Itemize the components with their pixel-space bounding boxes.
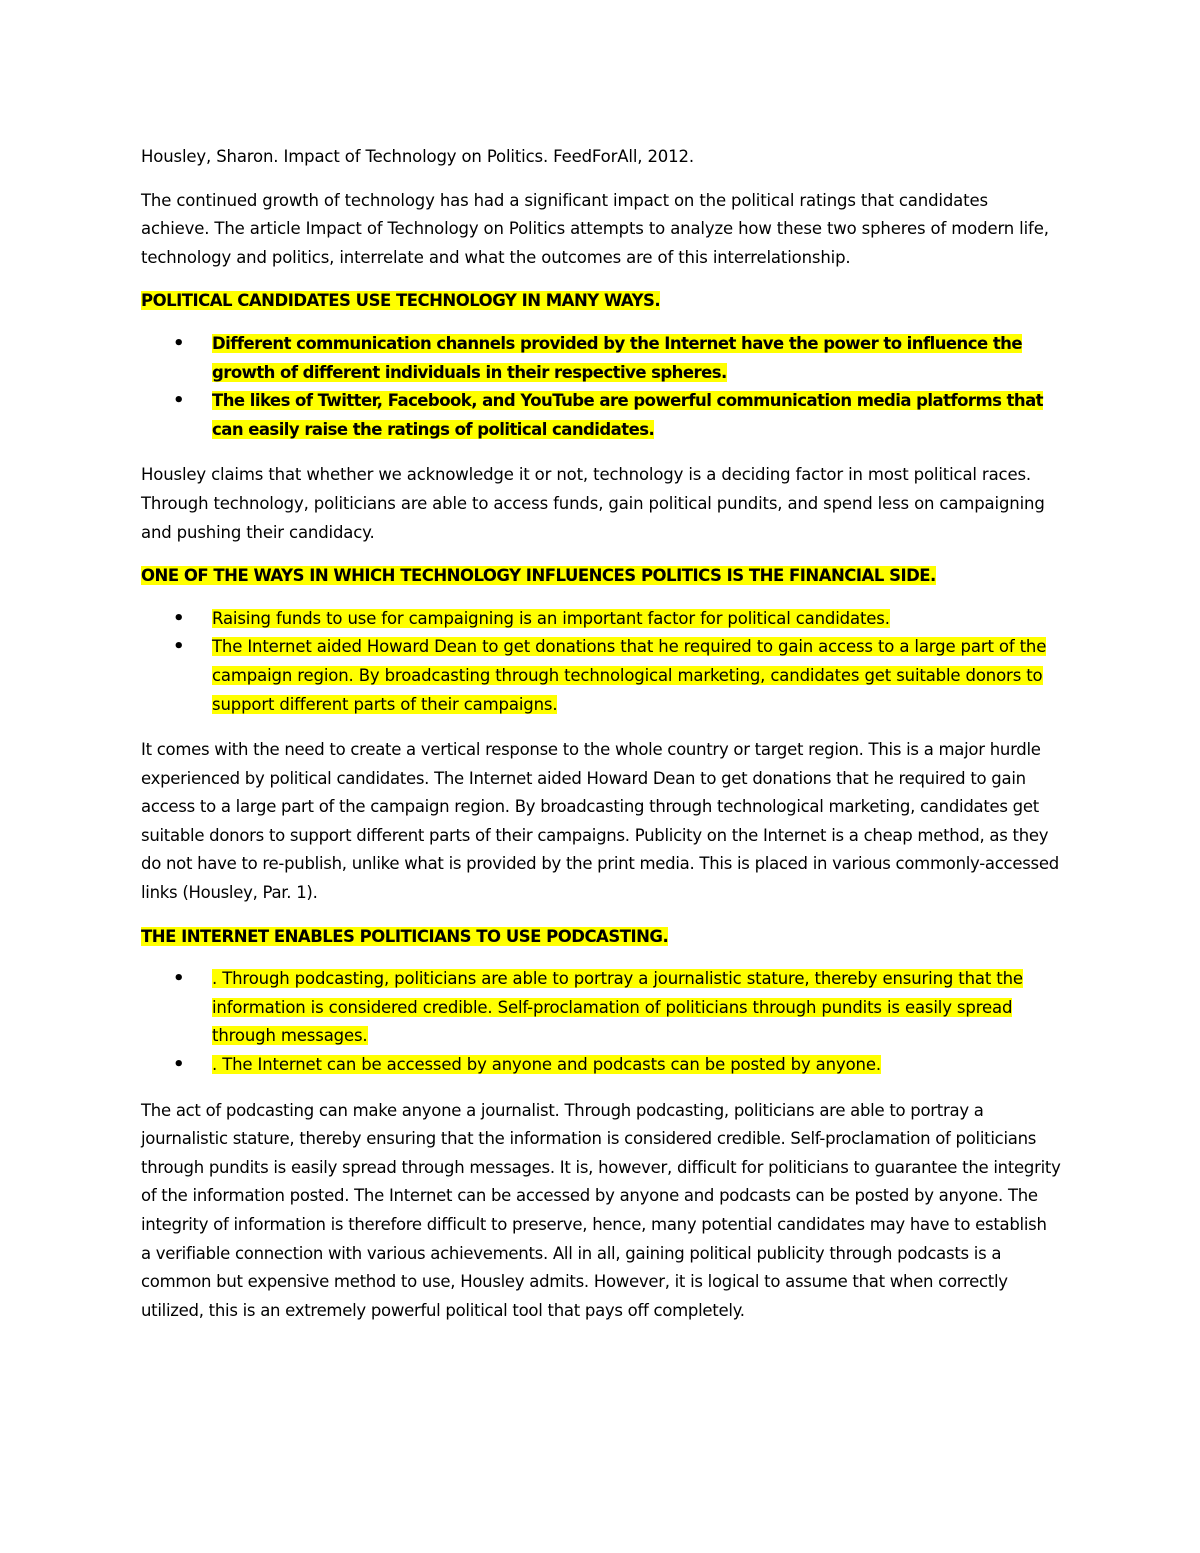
- section-heading-1: [141, 287, 1061, 316]
- bullet-icon: •: [173, 1054, 185, 1076]
- citation: Housley, Sharon. Impact of Technology on Politics. FeedForAll, 2012.: [141, 147, 694, 166]
- bullet-list-2: [141, 605, 1061, 719]
- bullet-icon: •: [173, 636, 185, 658]
- section-heading-1-text: POLITICAL CANDIDATES USE TECHNOLOGY IN MANY WAYS.: [141, 291, 661, 311]
- list-item: [141, 387, 1061, 444]
- list-item-text: Different communication channels provided by the Internet have the power to influence the growth of different individuals in their respective spheres.: [212, 333, 1022, 382]
- list-item-text: . Through podcasting, politicians are able to portray a journalistic stature, thereby ensuring that the information is considered credible. Self-proclamation of politicians through pundits is easily spread through messages.: [212, 969, 1023, 1046]
- bullet-list-1: [141, 330, 1061, 444]
- section-heading-3-text: THE INTERNET ENABLES POLITICIANS TO USE PODCASTING.: [141, 926, 669, 946]
- list-item: [141, 605, 1061, 634]
- list-item: [141, 330, 1061, 387]
- bullet-icon: •: [173, 607, 185, 629]
- list-item-text: . The Internet can be accessed by anyone and podcasts can be posted by anyone.: [212, 1055, 881, 1075]
- bullet-list-3: [141, 965, 1061, 1079]
- list-item: [141, 1051, 1061, 1080]
- list-item-text: The likes of Twitter, Facebook, and YouTube are powerful communication media platforms that can easily raise the ratings of political candidates.: [212, 391, 1044, 439]
- section-heading-3: [141, 923, 1061, 952]
- section-heading-2: [141, 562, 1061, 591]
- intro-paragraph: The continued growth of technology has had a significant impact on the political ratings that candidates achieve. The article Impact of Technology on Politics attempts to analyze how these two spheres of modern life, technology and politics, interrelate and what the outcomes are of this interrelationship.: [141, 190, 1049, 267]
- list-item: [141, 965, 1061, 1051]
- section-heading-2-text: ONE OF THE WAYS IN WHICH TECHNOLOGY INFLUENCES POLITICS IS THE FINANCIAL SIDE.: [141, 566, 936, 586]
- bullet-icon: •: [173, 390, 184, 412]
- body-paragraph-1: Housley claims that whether we acknowledge it or not, technology is a deciding factor in most political races. Through technology, politicians are able to access funds, gain political pundits, and spend less on campaigning and pushing their candidacy.: [141, 465, 1045, 542]
- bullet-icon: •: [173, 332, 184, 354]
- list-item-text: The Internet aided Howard Dean to get donations that he required to gain access to a large part of the campaign region. By broadcasting through technological marketing, candidates get suitable donors to support different parts of their campaigns.: [212, 637, 1047, 714]
- document-page: [141, 143, 1061, 1340]
- body-paragraph-3: The act of podcasting can make anyone a journalist. Through podcasting, politicians are able to portray a journalistic stature, thereby ensuring that the information is considered credible. Self-proclamation of politicians through pundits is easily spread through messages. It is, however, difficult for politicians to guarantee the integrity of the information posted. The Internet can be accessed by anyone and podcasts can be posted by anyone. The integrity of information is therefore difficult to preserve, hence, many potential candidates may have to establish a verifiable connection with various achievements. All in all, gaining political publicity through podcasts is a common but expensive method to use, Housley admits. However, it is logical to assume that when correctly utilized, this is an extremely powerful political tool that pays off completely.: [141, 1100, 1061, 1320]
- body-paragraph-2: It comes with the need to create a vertical response to the whole country or target region. This is a major hurdle experienced by political candidates. The Internet aided Howard Dean to get donations that he required to gain access to a large part of the campaign region. By broadcasting through technological marketing, candidates get suitable donors to support different parts of their campaigns. Publicity on the Internet is a cheap method, as they do not have to re-publish, unlike what is provided by the print media. This is placed in various commonly-accessed links (Housley, Par. 1).: [141, 740, 1059, 903]
- list-item: [141, 633, 1061, 719]
- list-item-text: Raising funds to use for campaigning is an important factor for political candidates.: [212, 608, 890, 628]
- bullet-icon: •: [173, 968, 185, 990]
